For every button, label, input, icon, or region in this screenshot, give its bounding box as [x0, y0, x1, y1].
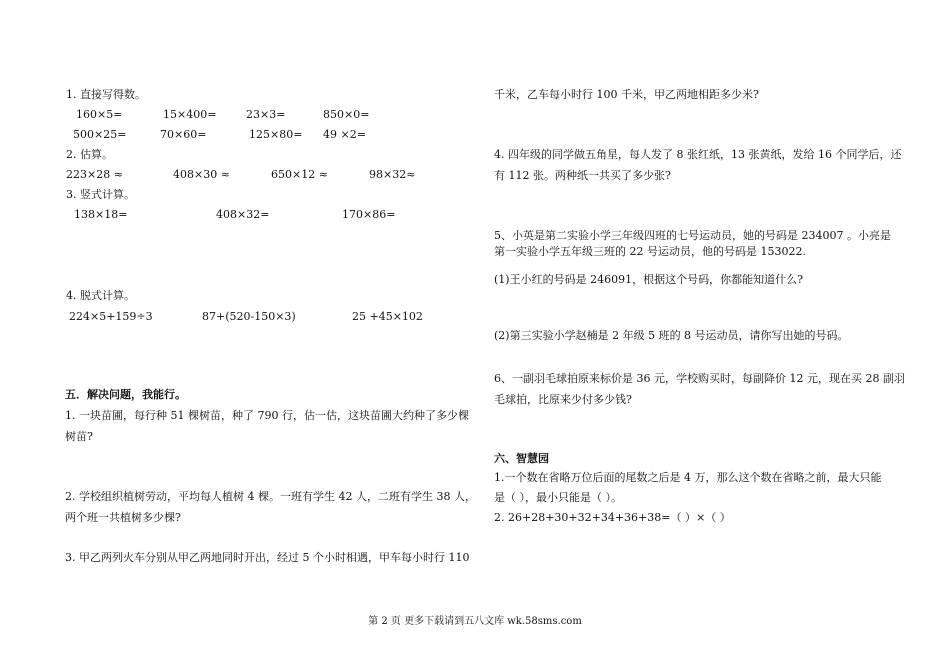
problem-5-part-2: (2)第三实验小学赵楠是 2 年级 5 班的 8 号运动员，请你写出她的号码。	[494, 329, 849, 342]
q1-item: 850×0=	[323, 108, 370, 121]
q1-item: 15×400=	[163, 108, 217, 121]
q2-title: 2. 估算。	[66, 148, 113, 161]
section-6-title: 六、智慧园	[494, 452, 549, 465]
problem-6-line-1: 6、一副羽毛球拍原来标价是 36 元，学校购买时，每副降价 12 元，现在买 28 副羽	[494, 372, 905, 385]
problem-5-part-1: (1)王小红的号码是 246091，根据这个号码，你都能知道什么?	[494, 273, 803, 286]
section-5-title: 五．解决问题，我能行。	[65, 388, 186, 401]
q2-item: 650×12 ≈	[271, 168, 328, 181]
problem-5-line-2: 第一实验小学五年级三班的 22 号运动员，他的号码是 153022.	[494, 245, 806, 258]
problem-4-line-1: 4. 四年级的同学做五角星，每人发了 8 张红纸，13 张黄纸，发给 16 个同学后，还	[494, 148, 902, 161]
q1-title: 1. 直接写得数。	[66, 88, 146, 101]
q3-item: 170×86=	[342, 208, 396, 221]
q3-item: 408×32=	[216, 208, 270, 221]
q2-item: 98×32≈	[369, 168, 416, 181]
q1-item: 125×80=	[249, 128, 303, 141]
problem-2-line-1: 2. 学校组织植树劳动，平均每人植树 4 棵。一班有学生 42 人，二班有学生 38 人，	[65, 490, 476, 503]
q3-item: 138×18=	[74, 208, 128, 221]
right-column	[494, 0, 905, 620]
q4-item: 25 +45×102	[352, 310, 423, 323]
problem-3-line-1: 3. 甲乙两列火车分别从甲乙两地同时开出，经过 5 个小时相遇，甲车每小时行 110	[65, 551, 470, 564]
problem-1-line-1: 1. 一块苗圃，每行种 51 棵树苗，种了 790 行，估一估，这块苗圃大约种了多少棵	[65, 409, 469, 422]
q2-item: 223×28 ≈	[66, 168, 123, 181]
problem-1-line-2: 树苗?	[65, 430, 93, 443]
problem-3-line-2: 千米，乙车每小时行 100 千米，甲乙两地相距多少米?	[494, 88, 759, 101]
left-column	[60, 0, 476, 620]
q2-item: 408×30 ≈	[173, 168, 230, 181]
q4-title: 4. 脱式计算。	[66, 289, 135, 302]
problem-4-line-2: 有 112 张。两种纸一共买了多少张?	[494, 169, 671, 182]
wisdom-2: 2. 26+28+30+32+34+36+38=（ ）×（ ）	[494, 511, 731, 524]
q4-item: 87+(520-150×3)	[202, 310, 296, 323]
wisdom-1-line-2: 是（ ），最小只能是（ ）。	[494, 491, 622, 504]
problem-6-line-2: 毛球拍，比原来少付多少钱?	[494, 393, 632, 406]
q4-item: 224×5+159÷3	[69, 310, 153, 323]
page-footer: 第 2 页 更多下载请到五八文库 wk.58sms.com	[368, 616, 582, 627]
problem-5-line-1: 5、小英是第二实验小学三年级四班的七号运动员，她的号码是 234007 。小亮是	[494, 229, 891, 242]
problem-2-line-2: 两个班一共植树多少棵?	[65, 511, 181, 524]
q1-item: 160×5=	[76, 108, 123, 121]
q1-item: 70×60=	[160, 128, 207, 141]
q1-item: 23×3=	[246, 108, 286, 121]
q3-title: 3. 竖式计算。	[66, 188, 135, 201]
wisdom-1-line-1: 1.一个数在省略万位后面的尾数之后是 4 万，那么这个数在省略之前，最大只能	[494, 471, 882, 484]
q1-item: 500×25=	[73, 128, 127, 141]
q1-item: 49 ×2=	[323, 128, 366, 141]
